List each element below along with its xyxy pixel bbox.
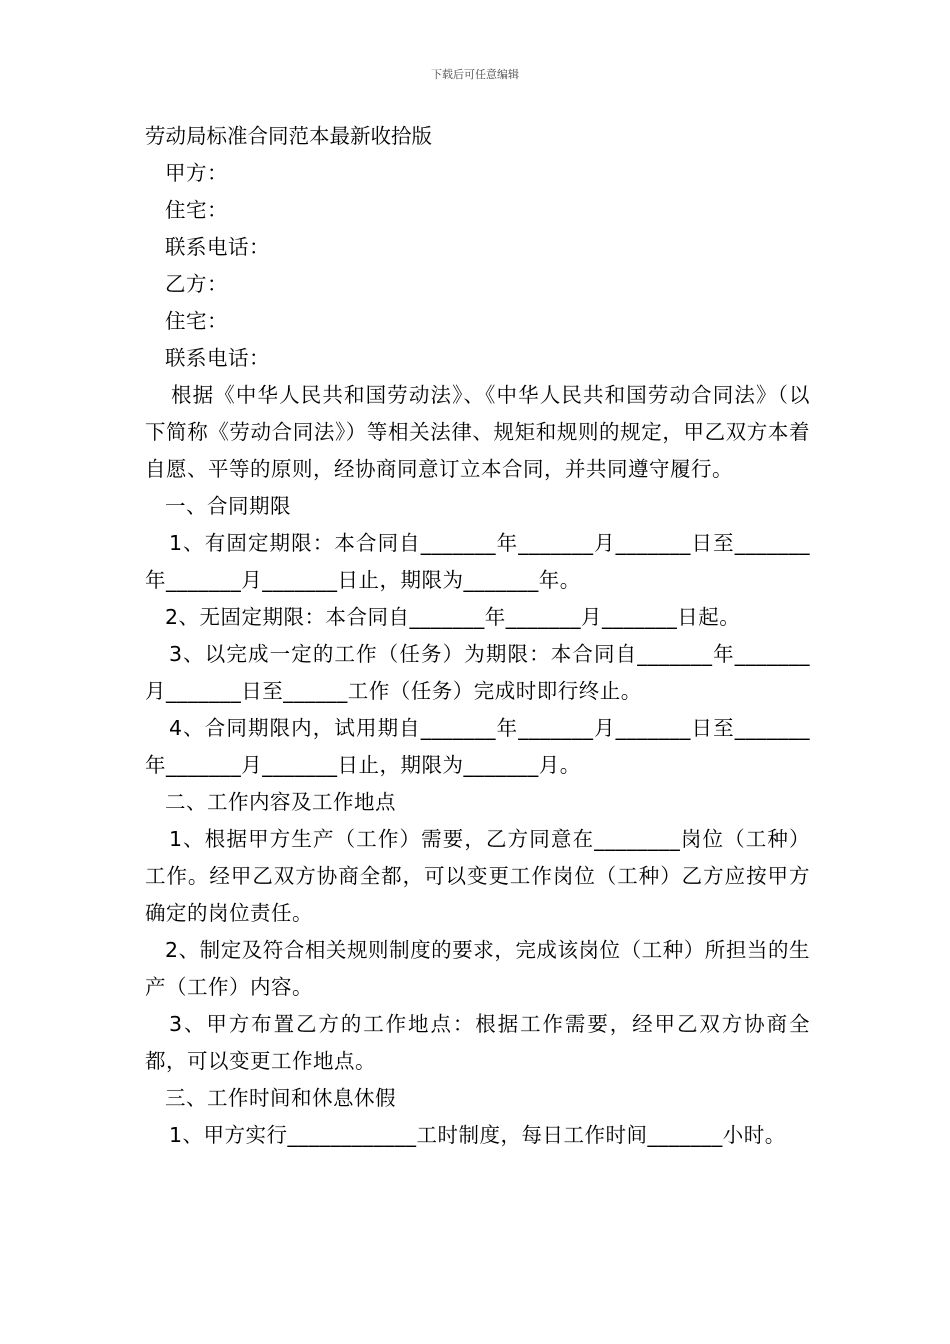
section-2-heading: 二、工作内容及工作地点: [165, 790, 396, 814]
clause-2-2: 2、制定及符合相关规则制度的要求，完成该岗位（工种）所担当的生产（工作）内容。: [145, 938, 810, 999]
page-header: 下载后可任意编辑: [431, 68, 519, 81]
clause-1-2: 2、无固定期限：本合同自_______年_______月_______日起。: [165, 605, 741, 629]
clause-1-3: 3、以完成一定的工作（任务）为期限：本合同自_______年_______月_______日至______工作（任务）完成时即行终止。: [145, 642, 810, 703]
preamble-paragraph: 根据《中华人民共和国劳动法》、《中华人民共和国劳动合同法》（以下简称《劳动合同法》）等相关法律、规矩和规则的规定，甲乙双方本着自愿、平等的原则，经协商同意订立本合同，并共同遵守履行。: [145, 383, 810, 481]
clause-2-1: 1、根据甲方生产（工作）需要，乙方同意在________岗位（工种）工作。经甲乙双方协商全都，可以变更工作岗位（工种）乙方应按甲方确定的岗位责任。: [145, 827, 810, 925]
clause-3-1: 1、甲方实行____________工时制度，每日工作时间_______小时。: [169, 1123, 786, 1147]
party-b-phone: 联系电话：: [165, 346, 270, 370]
document-title: 劳动局标准合同范本最新收拾版: [145, 124, 432, 148]
party-a-address: 住宅：: [165, 198, 228, 222]
section-3-heading: 三、工作时间和休息休假: [165, 1086, 396, 1110]
party-a-phone: 联系电话：: [165, 235, 270, 259]
clause-1-1: 1、有固定期限：本合同自_______年_______月_______日至_______年_______月_______日止，期限为_______年。: [145, 531, 810, 592]
section-1-heading: 一、合同期限: [165, 494, 291, 518]
party-a-label: 甲方：: [165, 161, 228, 185]
party-b-address: 住宅：: [165, 309, 228, 333]
clause-2-3: 3、甲方布置乙方的工作地点：根据工作需要，经甲乙双方协商全都，可以变更工作地点。: [145, 1012, 810, 1073]
party-b-label: 乙方：: [165, 272, 228, 296]
document-body: [145, 118, 810, 1154]
clause-1-4: 4、合同期限内，试用期自_______年_______月_______日至_______年_______月_______日止，期限为_______月。: [145, 716, 810, 777]
